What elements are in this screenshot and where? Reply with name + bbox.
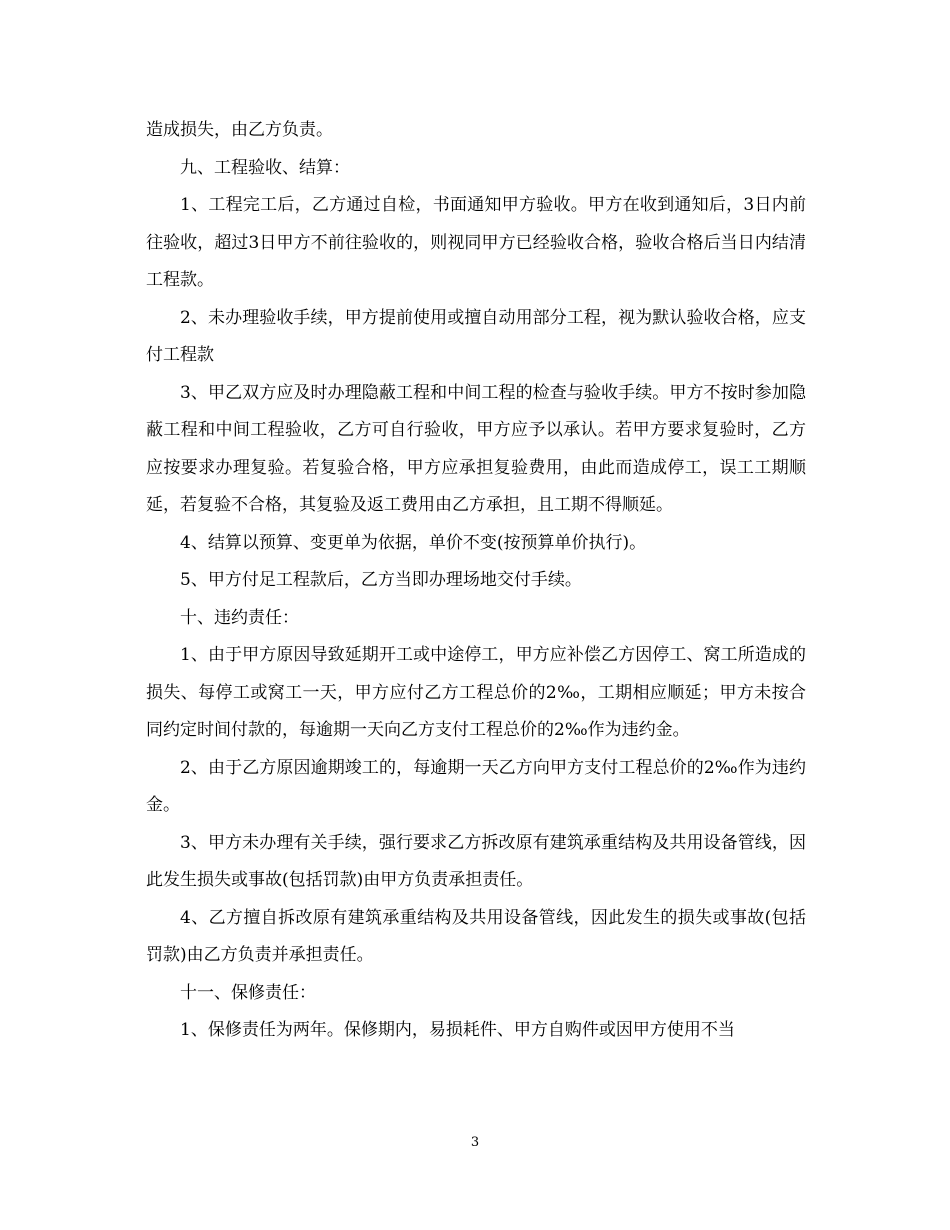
paragraph: 5、甲方付足工程款后，乙方当即办理场地交付手续。 <box>180 570 582 590</box>
section-heading: 十一、保修责任： <box>180 982 316 1003</box>
paragraph: 1、由于甲方原因导致延期开工或中途停工，甲方应补偿乙方因停工、窝工所造成的损失、每停工或窝工一天，甲方应付乙方工程总价的2‰，工期相应顺延；甲方未按合同约定时间付款的，每逾期一天向乙方支付工程总价的2‰作为违约金。 <box>146 645 806 740</box>
section-heading: 十、违约责任： <box>180 607 299 628</box>
page-number: 3 <box>470 1135 480 1150</box>
paragraph: 2、由于乙方原因逾期竣工的，每逾期一天乙方向甲方支付工程总价的2‰作为违约金。 <box>146 757 806 815</box>
paragraph: 4、结算以预算、变更单为依据，单价不变(按预算单价执行)。 <box>180 532 647 553</box>
document-body <box>146 112 806 1050</box>
paragraph: 造成损失，由乙方负责。 <box>146 120 333 140</box>
paragraph: 1、保修责任为两年。保修期内，易损耗件、甲方自购件或因甲方使用不当 <box>180 1020 735 1040</box>
paragraph: 3、甲方未办理有关手续，强行要求乙方拆改原有建筑承重结构及共用设备管线，因此发生损失或事故(包括罚款)由甲方负责承担责任。 <box>146 832 806 890</box>
paragraph: 4、乙方擅自拆改原有建筑承重结构及共用设备管线，因此发生的损失或事故(包括罚款)由乙方负责并承担责任。 <box>146 907 806 965</box>
section-heading: 九、工程验收、结算： <box>180 157 350 178</box>
paragraph: 1、工程完工后，乙方通过自检，书面通知甲方验收。甲方在收到通知后，3日内前往验收，超过3日甲方不前往验收的，则视同甲方已经验收合格，验收合格后当日内结清工程款。 <box>146 195 806 290</box>
paragraph: 3、甲乙双方应及时办理隐蔽工程和中间工程的检查与验收手续。甲方不按时参加隐蔽工程和中间工程验收，乙方可自行验收，甲方应予以承认。若甲方要求复验时，乙方应按要求办理复验。若复验合格，甲方应承担复验费用，由此而造成停工，误工工期顺延，若复验不合格，其复验及返工费用由乙方承担，且工期不得顺延。 <box>146 382 806 515</box>
paragraph: 2、未办理验收手续，甲方提前使用或擅自动用部分工程，视为默认验收合格，应支付工程款 <box>146 307 806 365</box>
